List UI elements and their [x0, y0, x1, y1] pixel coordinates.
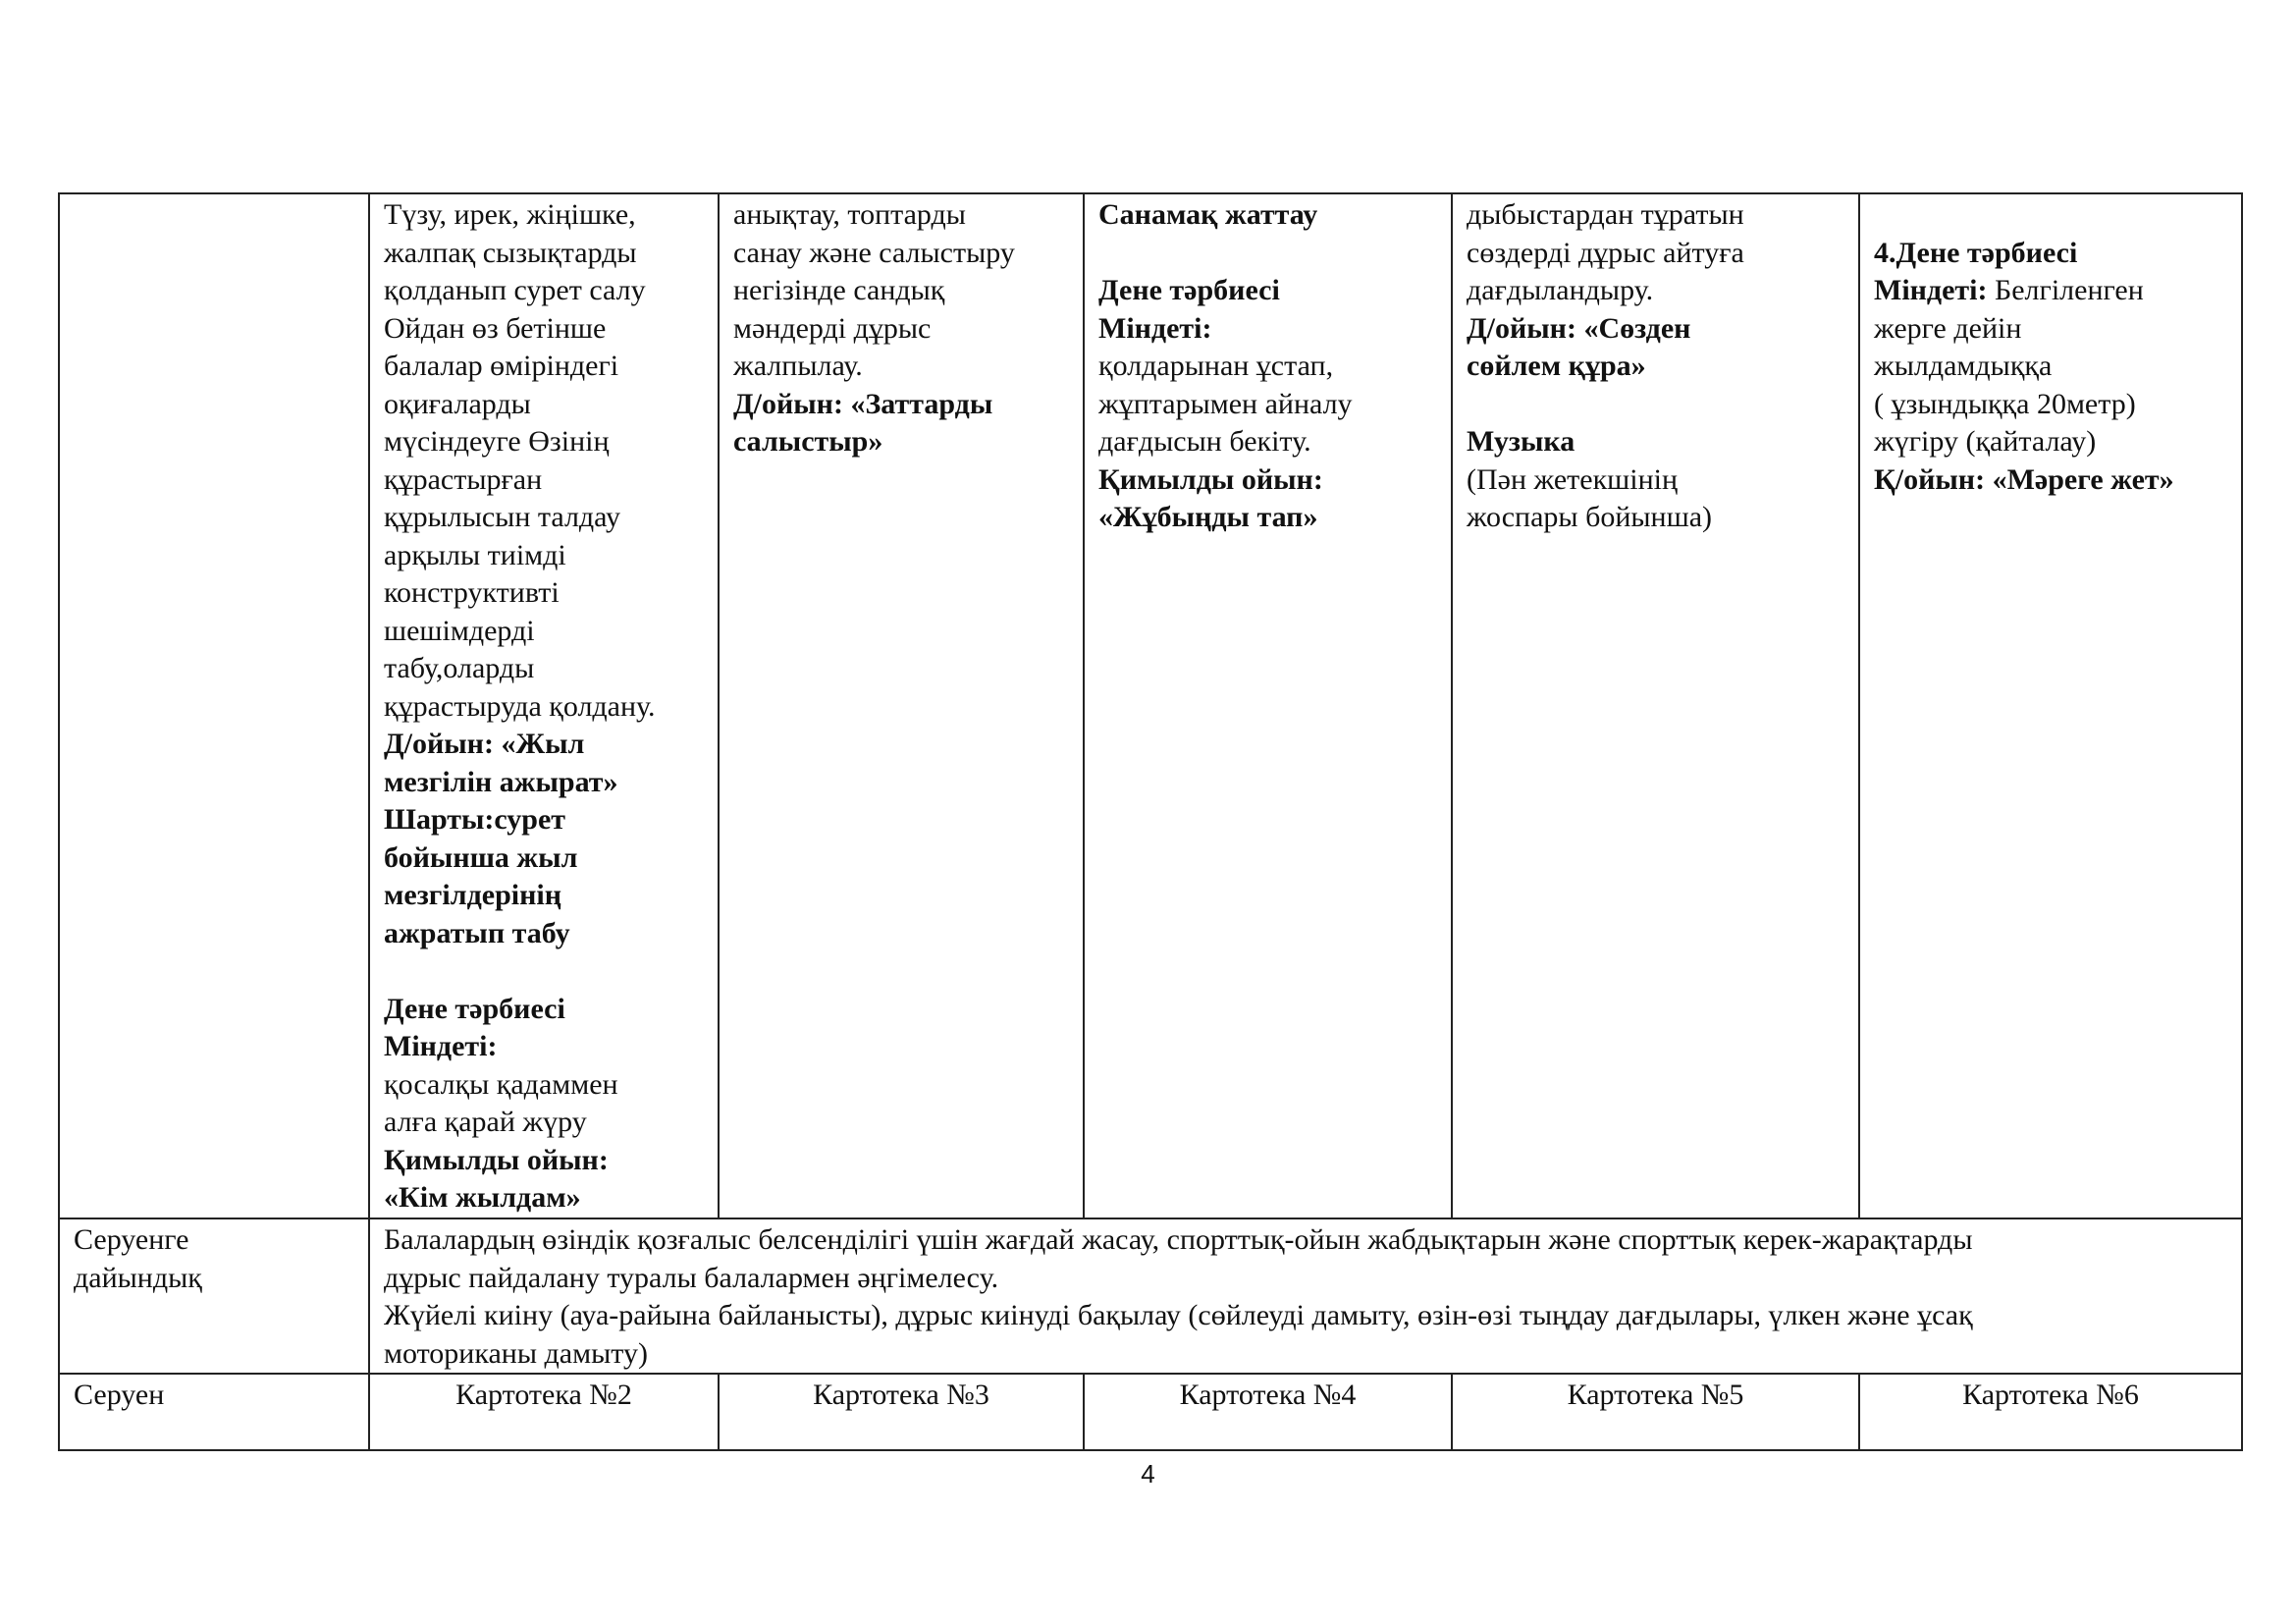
cell-line: қосалқы қадаммен — [384, 1067, 618, 1101]
cell-line: Қ/ойын: «Мәреге жет» — [1874, 462, 2174, 496]
cell-line: жалпылау. — [733, 350, 863, 382]
cell-line: Міндеті: — [384, 1030, 498, 1062]
cell-line: мәндерді дұрыс — [733, 311, 932, 345]
label-line: Серуенге — [74, 1223, 189, 1256]
plan-table — [58, 192, 2243, 1451]
cell-line: Қимылды ойын: — [384, 1143, 609, 1176]
cell-line: жүгіру (қайталау) — [1874, 425, 2097, 458]
cell-line: Д/ойын: «Сөзден — [1467, 311, 1691, 345]
cell-line: сөздерді дұрыс айтуға — [1467, 236, 1744, 269]
cell-line: жалпақ сызықтарды — [384, 236, 637, 269]
blank-line — [1874, 196, 2227, 235]
card-cell: Картотека №5 — [1452, 1374, 1859, 1450]
row-label-empty — [59, 193, 369, 1218]
cell-line: дағдыландыру. — [1467, 274, 1654, 306]
day-2-cell — [369, 193, 719, 1218]
cell-line: анықтау, топтарды — [733, 198, 966, 231]
cell-line: санау және салыстыру — [733, 236, 1015, 269]
cell-line: «Жұбыңды тап» — [1098, 501, 1318, 533]
cell-line: Қимылды ойын: — [1098, 462, 1323, 496]
cell-line: салыстыр» — [733, 425, 883, 458]
cell-line: Д/ойын: «Жыл — [384, 728, 585, 760]
cell-line: Міндеті: Белгіленген — [1874, 274, 2144, 306]
day-6-cell — [1859, 193, 2242, 1218]
cell-line: Санамақ жаттау — [1098, 198, 1318, 231]
label-line: дайындық — [74, 1261, 202, 1294]
walk-preparation-text — [369, 1218, 2242, 1374]
cell-line: Шарты:сурет — [384, 803, 566, 836]
cell-line: мезгілін ажырат» — [384, 765, 618, 798]
card-cell: Картотека №3 — [719, 1374, 1084, 1450]
cell-line: Д/ойын: «Заттарды — [733, 387, 993, 420]
cell-line: балалар өміріндегі — [384, 350, 619, 382]
cell-line: жылдамдыққа — [1874, 350, 2053, 382]
cell-line: бойынша жыл — [384, 840, 578, 874]
blank-line — [384, 952, 704, 991]
cell-line: Түзу, ирек, жіңішке, — [384, 198, 636, 231]
walk-preparation-row — [59, 1218, 2242, 1374]
text-line: Жүйелі киіну (ауа-райына байланысты), дұрыс киінуді бақылау (сөйлеуді дамыту, өзін-өзі тыңдау дағдылары, үлкен және ұсақ — [384, 1299, 1973, 1331]
cell-line: «Кім жылдам» — [384, 1181, 581, 1214]
day-4-cell — [1084, 193, 1452, 1218]
cell-line: мезгілдерінің — [384, 879, 562, 911]
cell-line: Дене тәрбиесі — [1098, 274, 1280, 306]
cell-line: Міндеті: — [1098, 311, 1212, 345]
cell-line: жоспары бойынша) — [1467, 501, 1713, 533]
cell-line: 4.Дене тәрбиесі — [1874, 236, 2078, 269]
text-line: Балалардың өзіндік қозғалыс белсенділігі үшін жағдай жасау, спорттық-ойын жабдықтарын және спорттық керек-жарақтарды — [384, 1223, 1973, 1256]
cell-line: ( ұзындыққа 20метр) — [1874, 387, 2136, 420]
cell-line: құрылысын талдау — [384, 501, 620, 533]
cell-line: жерге дейін — [1874, 311, 2022, 345]
day-3-cell — [719, 193, 1084, 1218]
cell-line: алға қарай жүру — [384, 1106, 587, 1138]
text-line: дұрыс пайдалану туралы балалармен әңгімелесу. — [384, 1261, 999, 1294]
cell-line: дыбыстардан тұратын — [1467, 198, 1744, 231]
cell-line: жұптарымен айналу — [1098, 387, 1353, 420]
blank-line — [1098, 235, 1437, 273]
text-line: моториканы дамыту) — [384, 1336, 648, 1370]
cell-line: Музыка — [1467, 425, 1575, 458]
cell-line: құрастыруда қолдану. — [384, 689, 656, 723]
card-cell: Картотека №6 — [1859, 1374, 2242, 1450]
cell-line: (Пән жетекшінің — [1467, 462, 1679, 496]
cell-line: арқылы тиімді — [384, 538, 566, 571]
cell-line: табу,оларды — [384, 652, 535, 684]
cell-line: Ойдан өз бетінше — [384, 311, 607, 345]
cell-line: оқиғаларды — [384, 387, 531, 420]
day-5-cell — [1452, 193, 1859, 1218]
cell-line: негізінде сандық — [733, 274, 945, 306]
cell-line: сөйлем құра» — [1467, 350, 1646, 382]
cell-line: қолданып сурет салу — [384, 274, 646, 306]
cell-line: мүсіндеуге Өзінің — [384, 425, 610, 458]
cell-line: ажратып табу — [384, 916, 570, 949]
cell-line: құрастырған — [384, 462, 543, 496]
card-cell: Картотека №2 — [369, 1374, 719, 1450]
walk-preparation-label — [59, 1218, 369, 1374]
walk-row — [59, 1374, 2242, 1450]
cell-line: Дене тәрбиесі — [384, 992, 565, 1025]
walk-label: Серуен — [59, 1374, 369, 1450]
page-number: 4 — [1141, 1459, 1155, 1489]
activities-row — [59, 193, 2242, 1218]
card-cell: Картотека №4 — [1084, 1374, 1452, 1450]
cell-line: қолдарынан ұстап, — [1098, 350, 1334, 382]
cell-line: шешімдерді — [384, 614, 535, 647]
blank-line — [1467, 386, 1844, 424]
cell-line: дағдысын бекіту. — [1098, 425, 1311, 458]
cell-line: конструктивті — [384, 576, 560, 609]
